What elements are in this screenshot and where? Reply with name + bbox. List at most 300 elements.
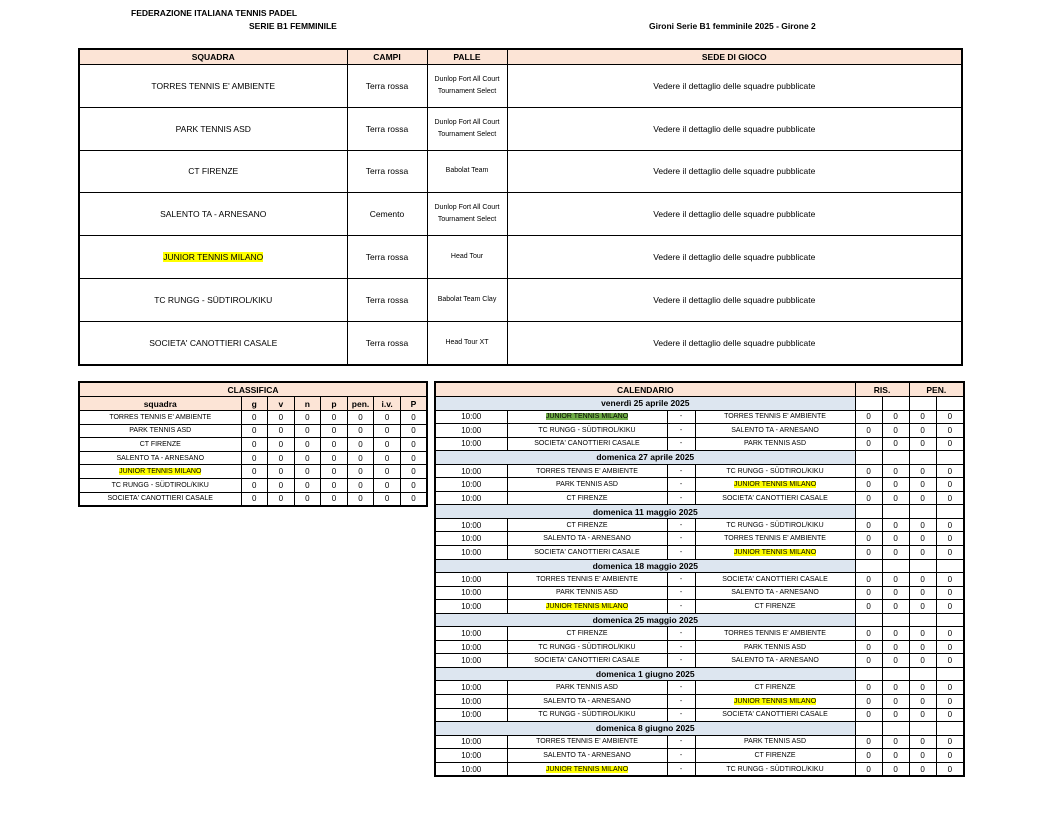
- pen-score: 0: [909, 573, 936, 587]
- pen-score: 0: [909, 586, 936, 600]
- classifica-col-header: i.v.: [374, 397, 401, 411]
- calendario-title: CALENDARIO: [435, 382, 855, 397]
- match-separator: -: [667, 627, 695, 641]
- match-away-team: JUNIOR TENNIS MILANO: [733, 697, 817, 705]
- match-away-team-cell: [695, 478, 855, 492]
- pen-score: 0: [909, 600, 936, 614]
- pen-score: 0: [909, 654, 936, 668]
- classifica-col-header: pen.: [347, 397, 374, 411]
- match-time: 10:00: [435, 708, 507, 722]
- classifica-value: 0: [400, 438, 427, 452]
- score-cell-empty: [936, 667, 964, 681]
- sede-cell: Vedere il dettaglio delle squadre pubblicate: [507, 236, 962, 279]
- classifica-value: 0: [347, 451, 374, 465]
- pen-score: 0: [936, 762, 964, 776]
- sede-cell: Vedere il dettaglio delle squadre pubblicate: [507, 278, 962, 321]
- classifica-value: 0: [241, 478, 268, 492]
- classifica-value: 0: [347, 424, 374, 438]
- score-cell-empty: [909, 451, 936, 465]
- match-home-team-cell: SOCIETA' CANOTTIERI CASALE: [507, 654, 667, 668]
- match-away-team-cell: SOCIETA' CANOTTIERI CASALE: [695, 491, 855, 505]
- classifica-row: [79, 411, 427, 425]
- col-header-squadra: SQUADRA: [79, 49, 347, 65]
- pen-score: 0: [936, 464, 964, 478]
- score-cell-empty: [936, 613, 964, 627]
- match-separator: -: [667, 464, 695, 478]
- match-away-team-cell: TORRES TENNIS E' AMBIENTE: [695, 410, 855, 424]
- match-home-team-cell: TC RUNGG - SÜDTIROL/KIKU: [507, 708, 667, 722]
- score-cell-empty: [909, 559, 936, 573]
- match-separator: -: [667, 749, 695, 763]
- match-home-team-cell: SOCIETA' CANOTTIERI CASALE: [507, 546, 667, 560]
- score-cell-empty: [882, 722, 909, 736]
- classifica-row: [79, 438, 427, 452]
- ris-header: RIS.: [855, 382, 909, 397]
- team-name: JUNIOR TENNIS MILANO: [163, 252, 264, 263]
- team-name-cell: SALENTO TA - ARNESANO: [79, 193, 347, 236]
- calendar-date: domenica 8 giugno 2025: [435, 722, 855, 736]
- classifica-team-cell: PARK TENNIS ASD: [79, 424, 241, 438]
- sede-cell: Vedere il dettaglio delle squadre pubblicate: [507, 107, 962, 150]
- match-home-team-cell: [507, 600, 667, 614]
- match-away-team-cell: TC RUNGG - SÜDTIROL/KIKU: [695, 518, 855, 532]
- campi-cell: Terra rossa: [347, 107, 427, 150]
- classifica-value: 0: [374, 465, 401, 479]
- team-name-cell: CT FIRENZE: [79, 150, 347, 193]
- match-separator: -: [667, 437, 695, 451]
- ris-score: 0: [882, 478, 909, 492]
- match-away-team-cell: CT FIRENZE: [695, 749, 855, 763]
- ris-score: 0: [855, 695, 882, 709]
- ris-score: 0: [882, 437, 909, 451]
- match-row: [435, 762, 964, 776]
- score-cell-empty: [855, 397, 882, 411]
- group-title: Gironi Serie B1 femminile 2025 - Girone 2: [649, 21, 816, 31]
- calendar-date: domenica 11 maggio 2025: [435, 505, 855, 519]
- campi-cell: Terra rossa: [347, 150, 427, 193]
- match-time: 10:00: [435, 410, 507, 424]
- teams-table: [78, 48, 963, 366]
- sede-cell: Vedere il dettaglio delle squadre pubblicate: [507, 193, 962, 236]
- classifica-value: 0: [374, 438, 401, 452]
- match-row: [435, 708, 964, 722]
- match-time: 10:00: [435, 681, 507, 695]
- team-row: [79, 150, 962, 193]
- match-away-team-cell: SALENTO TA - ARNESANO: [695, 424, 855, 438]
- ris-score: 0: [882, 532, 909, 546]
- match-separator: -: [667, 424, 695, 438]
- score-cell-empty: [855, 667, 882, 681]
- classifica-value: 0: [347, 478, 374, 492]
- match-time: 10:00: [435, 546, 507, 560]
- pen-score: 0: [936, 749, 964, 763]
- match-away-team: JUNIOR TENNIS MILANO: [733, 481, 817, 489]
- match-separator: -: [667, 546, 695, 560]
- match-time: 10:00: [435, 627, 507, 641]
- match-away-team-cell: SALENTO TA - ARNESANO: [695, 654, 855, 668]
- score-cell-empty: [855, 613, 882, 627]
- palle-cell: Babolat Team: [427, 150, 507, 193]
- ris-score: 0: [855, 491, 882, 505]
- pen-score: 0: [909, 437, 936, 451]
- match-away-team-cell: CT FIRENZE: [695, 600, 855, 614]
- score-cell-empty: [909, 505, 936, 519]
- classifica-value: 0: [268, 451, 295, 465]
- ris-score: 0: [882, 518, 909, 532]
- calendar-date: domenica 27 aprile 2025: [435, 451, 855, 465]
- calendar-date-row: [435, 722, 964, 736]
- match-away-team-cell: PARK TENNIS ASD: [695, 735, 855, 749]
- classifica-value: 0: [294, 424, 321, 438]
- classifica-value: 0: [374, 478, 401, 492]
- match-home-team-cell: CT FIRENZE: [507, 627, 667, 641]
- classifica-value: 0: [374, 492, 401, 506]
- team-name-cell: [79, 236, 347, 279]
- match-row: [435, 586, 964, 600]
- classifica-title: CLASSIFICA: [79, 382, 427, 397]
- classifica-col-header: P: [400, 397, 427, 411]
- pen-score: 0: [909, 410, 936, 424]
- federation-title: FEDERAZIONE ITALIANA TENNIS PADEL: [131, 8, 298, 18]
- match-row: [435, 681, 964, 695]
- team-name-cell: SOCIETA' CANOTTIERI CASALE: [79, 321, 347, 364]
- pen-score: 0: [909, 491, 936, 505]
- classifica-value: 0: [294, 411, 321, 425]
- ris-score: 0: [855, 654, 882, 668]
- classifica-value: 0: [400, 478, 427, 492]
- ris-score: 0: [882, 654, 909, 668]
- match-separator: -: [667, 600, 695, 614]
- team-name-cell: PARK TENNIS ASD: [79, 107, 347, 150]
- pen-score: 0: [936, 640, 964, 654]
- campi-cell: Terra rossa: [347, 236, 427, 279]
- ris-score: 0: [855, 640, 882, 654]
- classifica-row: [79, 451, 427, 465]
- team-row: [79, 65, 962, 108]
- match-time: 10:00: [435, 437, 507, 451]
- match-home-team-cell: PARK TENNIS ASD: [507, 681, 667, 695]
- match-time: 10:00: [435, 532, 507, 546]
- classifica-team-cell: SALENTO TA - ARNESANO: [79, 451, 241, 465]
- match-time: 10:00: [435, 491, 507, 505]
- ris-score: 0: [855, 749, 882, 763]
- match-separator: -: [667, 573, 695, 587]
- ris-score: 0: [882, 546, 909, 560]
- pen-score: 0: [936, 410, 964, 424]
- match-away-team-cell: SOCIETA' CANOTTIERI CASALE: [695, 573, 855, 587]
- pen-score: 0: [936, 600, 964, 614]
- calendar-date-row: [435, 397, 964, 411]
- classifica-value: 0: [268, 478, 295, 492]
- series-title: SERIE B1 FEMMINILE: [249, 21, 337, 31]
- team-row: [79, 236, 962, 279]
- sede-cell: Vedere il dettaglio delle squadre pubblicate: [507, 65, 962, 108]
- classifica-team-cell: [79, 465, 241, 479]
- match-row: [435, 491, 964, 505]
- match-home-team-cell: SALENTO TA - ARNESANO: [507, 532, 667, 546]
- ris-score: 0: [855, 708, 882, 722]
- match-home-team-cell: SOCIETA' CANOTTIERI CASALE: [507, 437, 667, 451]
- pen-score: 0: [909, 695, 936, 709]
- ris-score: 0: [882, 640, 909, 654]
- match-time: 10:00: [435, 640, 507, 654]
- match-row: [435, 654, 964, 668]
- classifica-team-cell: TORRES TENNIS E' AMBIENTE: [79, 411, 241, 425]
- ris-score: 0: [882, 586, 909, 600]
- match-separator: -: [667, 695, 695, 709]
- match-home-team-cell: SALENTO TA - ARNESANO: [507, 695, 667, 709]
- pen-score: 0: [909, 681, 936, 695]
- palle-cell: Dunlop Fort All Court Tournament Select: [427, 193, 507, 236]
- classifica-col-header: squadra: [79, 397, 241, 411]
- palle-cell: Dunlop Fort All Court Tournament Select: [427, 107, 507, 150]
- pen-score: 0: [909, 762, 936, 776]
- calendar-date-row: [435, 559, 964, 573]
- match-away-team-cell: [695, 546, 855, 560]
- match-separator: -: [667, 762, 695, 776]
- classifica-value: 0: [268, 465, 295, 479]
- pen-score: 0: [936, 478, 964, 492]
- match-separator: -: [667, 640, 695, 654]
- ris-score: 0: [882, 410, 909, 424]
- classifica-team-cell: SOCIETA' CANOTTIERI CASALE: [79, 492, 241, 506]
- classifica-value: 0: [294, 465, 321, 479]
- classifica-value: 0: [268, 492, 295, 506]
- match-row: [435, 573, 964, 587]
- score-cell-empty: [909, 667, 936, 681]
- ris-score: 0: [855, 586, 882, 600]
- match-time: 10:00: [435, 654, 507, 668]
- classifica-value: 0: [294, 492, 321, 506]
- classifica-value: 0: [294, 451, 321, 465]
- match-home-team-cell: TC RUNGG - SÜDTIROL/KIKU: [507, 424, 667, 438]
- match-home-team-cell: CT FIRENZE: [507, 491, 667, 505]
- score-cell-empty: [882, 613, 909, 627]
- classifica-col-header: v: [268, 397, 295, 411]
- pen-score: 0: [909, 464, 936, 478]
- score-cell-empty: [882, 559, 909, 573]
- classifica-value: 0: [374, 424, 401, 438]
- classifica-value: 0: [347, 492, 374, 506]
- match-separator: -: [667, 735, 695, 749]
- score-cell-empty: [882, 397, 909, 411]
- classifica-row: [79, 424, 427, 438]
- classifica-team: JUNIOR TENNIS MILANO: [119, 468, 202, 476]
- ris-score: 0: [855, 546, 882, 560]
- match-row: [435, 532, 964, 546]
- match-home-team-cell: TC RUNGG - SÜDTIROL/KIKU: [507, 640, 667, 654]
- classifica-team-cell: TC RUNGG - SÜDTIROL/KIKU: [79, 478, 241, 492]
- ris-score: 0: [882, 600, 909, 614]
- pen-score: 0: [936, 546, 964, 560]
- score-cell-empty: [909, 722, 936, 736]
- match-time: 10:00: [435, 573, 507, 587]
- match-row: [435, 546, 964, 560]
- classifica-value: 0: [241, 411, 268, 425]
- ris-score: 0: [882, 627, 909, 641]
- classifica-title-row: [79, 382, 427, 397]
- score-cell-empty: [936, 559, 964, 573]
- match-away-team-cell: PARK TENNIS ASD: [695, 437, 855, 451]
- match-home-team: JUNIOR TENNIS MILANO: [545, 765, 629, 773]
- match-time: 10:00: [435, 600, 507, 614]
- ris-score: 0: [855, 518, 882, 532]
- classifica-columns-row: [79, 397, 427, 411]
- ris-score: 0: [882, 464, 909, 478]
- match-separator: -: [667, 708, 695, 722]
- col-header-campi: CAMPI: [347, 49, 427, 65]
- pen-score: 0: [936, 491, 964, 505]
- match-home-team-cell: SALENTO TA - ARNESANO: [507, 749, 667, 763]
- classifica-row: [79, 465, 427, 479]
- match-row: [435, 749, 964, 763]
- calendar-date-row: [435, 505, 964, 519]
- pen-score: 0: [936, 627, 964, 641]
- match-home-team-cell: PARK TENNIS ASD: [507, 478, 667, 492]
- match-separator: -: [667, 654, 695, 668]
- col-header-sede: SEDE DI GIOCO: [507, 49, 962, 65]
- match-home-team: JUNIOR TENNIS MILANO: [545, 413, 629, 421]
- campi-cell: Terra rossa: [347, 65, 427, 108]
- match-home-team-cell: PARK TENNIS ASD: [507, 586, 667, 600]
- pen-score: 0: [909, 424, 936, 438]
- classifica-value: 0: [241, 465, 268, 479]
- score-cell-empty: [882, 451, 909, 465]
- calendar-date: domenica 25 maggio 2025: [435, 613, 855, 627]
- match-row: [435, 600, 964, 614]
- calendar-date-row: [435, 451, 964, 465]
- score-cell-empty: [936, 722, 964, 736]
- match-home-team-cell: TORRES TENNIS E' AMBIENTE: [507, 573, 667, 587]
- classifica-value: 0: [400, 451, 427, 465]
- score-cell-empty: [936, 397, 964, 411]
- pen-score: 0: [936, 437, 964, 451]
- pen-score: 0: [936, 654, 964, 668]
- classifica-table: [78, 381, 428, 507]
- team-name-cell: TORRES TENNIS E' AMBIENTE: [79, 65, 347, 108]
- match-separator: -: [667, 586, 695, 600]
- classifica-value: 0: [321, 492, 348, 506]
- match-home-team-cell: [507, 410, 667, 424]
- pen-score: 0: [909, 708, 936, 722]
- classifica-value: 0: [241, 492, 268, 506]
- classifica-col-header: p: [321, 397, 348, 411]
- ris-score: 0: [882, 424, 909, 438]
- match-time: 10:00: [435, 424, 507, 438]
- score-cell-empty: [936, 505, 964, 519]
- match-away-team-cell: TC RUNGG - SÜDTIROL/KIKU: [695, 762, 855, 776]
- match-away-team: JUNIOR TENNIS MILANO: [733, 548, 817, 556]
- campi-cell: Terra rossa: [347, 321, 427, 364]
- team-row: [79, 321, 962, 364]
- match-separator: -: [667, 518, 695, 532]
- classifica-value: 0: [268, 411, 295, 425]
- pen-score: 0: [936, 586, 964, 600]
- classifica-value: 0: [321, 411, 348, 425]
- match-row: [435, 695, 964, 709]
- match-time: 10:00: [435, 518, 507, 532]
- match-row: [435, 735, 964, 749]
- ris-score: 0: [855, 437, 882, 451]
- team-row: [79, 278, 962, 321]
- match-home-team-cell: TORRES TENNIS E' AMBIENTE: [507, 464, 667, 478]
- pen-score: 0: [909, 735, 936, 749]
- match-away-team-cell: SOCIETA' CANOTTIERI CASALE: [695, 708, 855, 722]
- ris-score: 0: [882, 695, 909, 709]
- pen-score: 0: [936, 532, 964, 546]
- classifica-value: 0: [294, 438, 321, 452]
- classifica-col-header: g: [241, 397, 268, 411]
- classifica-col-header: n: [294, 397, 321, 411]
- match-row: [435, 464, 964, 478]
- score-cell-empty: [909, 397, 936, 411]
- match-away-team-cell: CT FIRENZE: [695, 681, 855, 695]
- ris-score: 0: [882, 708, 909, 722]
- match-time: 10:00: [435, 735, 507, 749]
- score-cell-empty: [855, 559, 882, 573]
- classifica-value: 0: [241, 424, 268, 438]
- match-time: 10:00: [435, 464, 507, 478]
- match-separator: -: [667, 491, 695, 505]
- calendario-header-row: [435, 382, 964, 397]
- classifica-value: 0: [321, 424, 348, 438]
- ris-score: 0: [882, 749, 909, 763]
- ris-score: 0: [855, 681, 882, 695]
- classifica-value: 0: [268, 424, 295, 438]
- match-row: [435, 627, 964, 641]
- sede-cell: Vedere il dettaglio delle squadre pubblicate: [507, 150, 962, 193]
- match-away-team-cell: SALENTO TA - ARNESANO: [695, 586, 855, 600]
- classifica-row: [79, 492, 427, 506]
- calendario-table: [434, 381, 965, 777]
- score-cell-empty: [855, 722, 882, 736]
- sede-cell: Vedere il dettaglio delle squadre pubblicate: [507, 321, 962, 364]
- team-name-cell: TC RUNGG - SÜDTIROL/KIKU: [79, 278, 347, 321]
- match-separator: -: [667, 681, 695, 695]
- col-header-palle: PALLE: [427, 49, 507, 65]
- teams-header-row: [79, 49, 962, 65]
- classifica-value: 0: [347, 438, 374, 452]
- pen-score: 0: [936, 518, 964, 532]
- ris-score: 0: [855, 464, 882, 478]
- match-separator: -: [667, 410, 695, 424]
- score-cell-empty: [936, 451, 964, 465]
- pen-score: 0: [936, 695, 964, 709]
- match-home-team-cell: TORRES TENNIS E' AMBIENTE: [507, 735, 667, 749]
- ris-score: 0: [882, 573, 909, 587]
- palle-cell: Head Tour: [427, 236, 507, 279]
- classifica-value: 0: [268, 438, 295, 452]
- pen-score: 0: [909, 749, 936, 763]
- pen-score: 0: [909, 518, 936, 532]
- pen-score: 0: [936, 424, 964, 438]
- classifica-value: 0: [321, 478, 348, 492]
- palle-cell: Head Tour XT: [427, 321, 507, 364]
- ris-score: 0: [855, 600, 882, 614]
- classifica-value: 0: [400, 465, 427, 479]
- team-row: [79, 107, 962, 150]
- classifica-value: 0: [321, 465, 348, 479]
- ris-score: 0: [855, 627, 882, 641]
- classifica-value: 0: [400, 492, 427, 506]
- classifica-value: 0: [321, 451, 348, 465]
- ris-score: 0: [882, 735, 909, 749]
- pen-score: 0: [936, 573, 964, 587]
- score-cell-empty: [909, 613, 936, 627]
- match-row: [435, 518, 964, 532]
- classifica-value: 0: [347, 411, 374, 425]
- match-row: [435, 478, 964, 492]
